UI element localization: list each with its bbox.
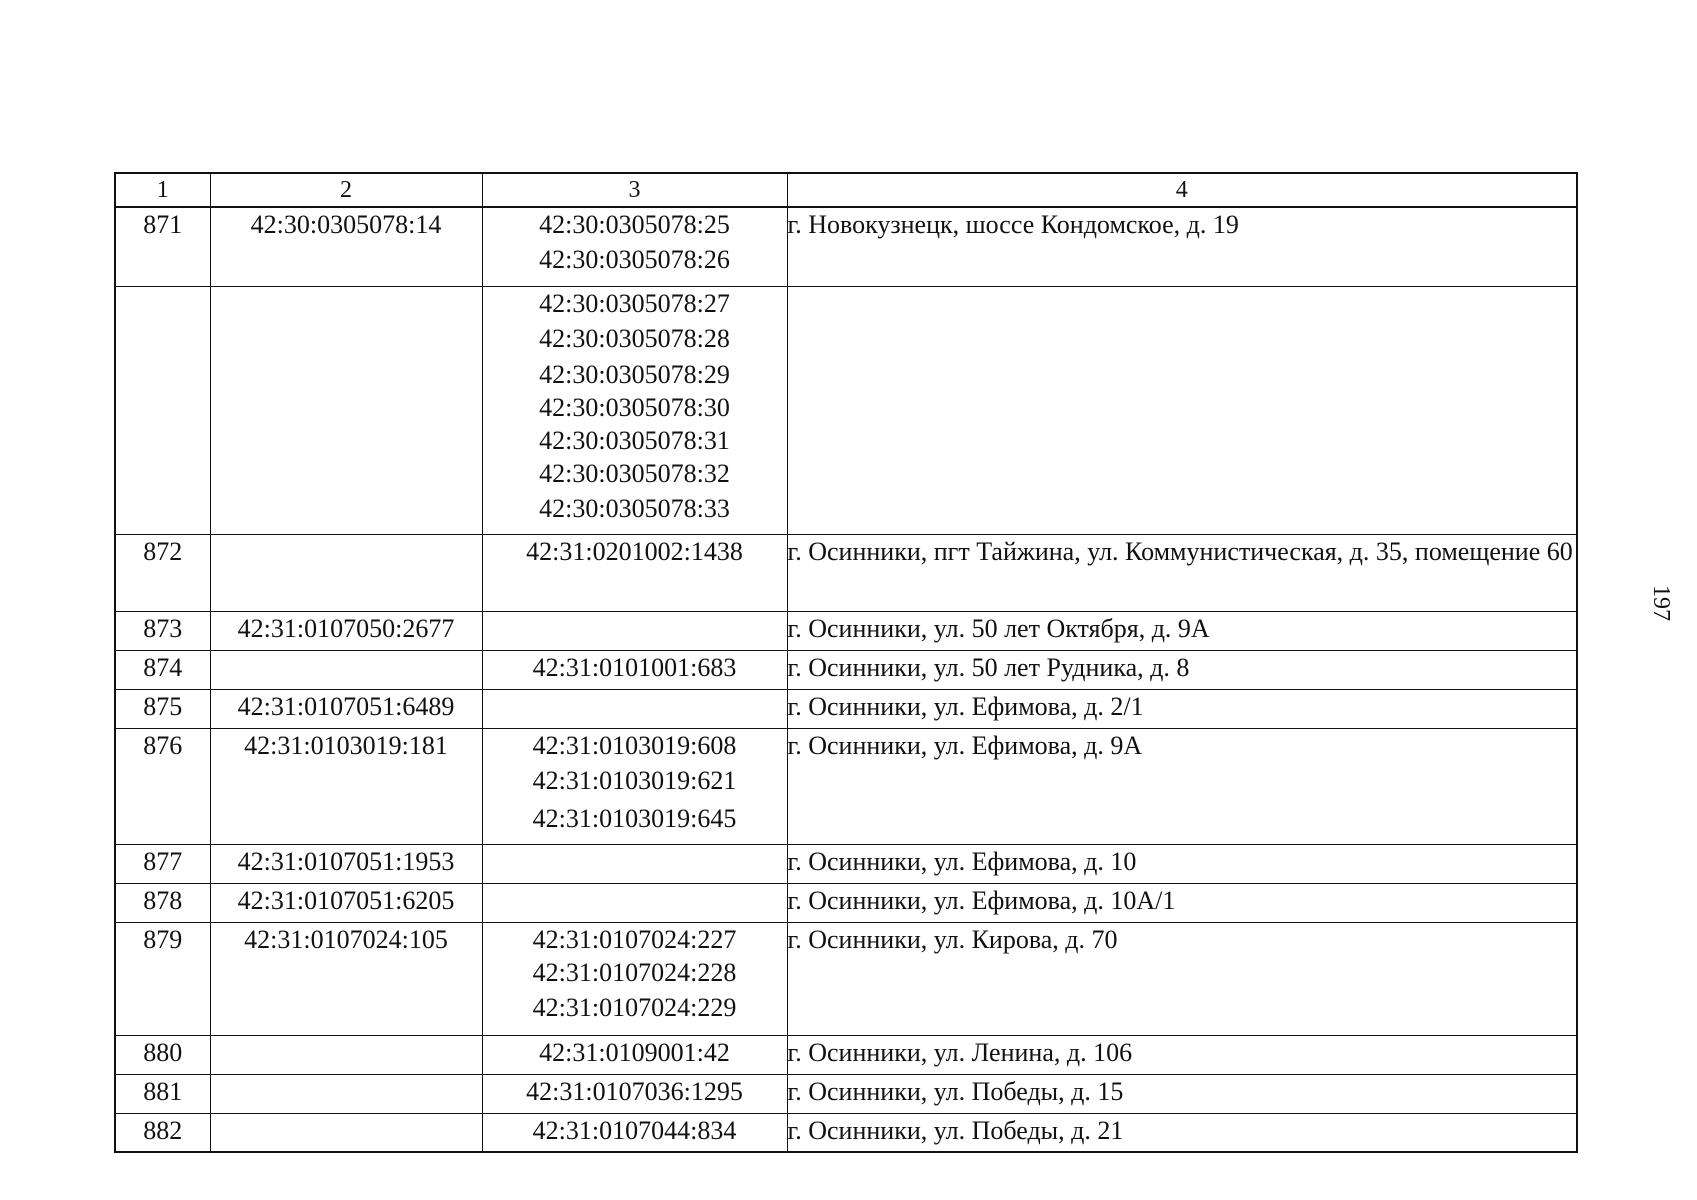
address: г. Осинники, ул. 50 лет Рудника, д. 8 [787, 650, 1577, 689]
address: г. Осинники, пгт Тайжина, ул. Коммунистическая, д. 35, помещение 60 [787, 534, 1577, 611]
linked-cadastral-number: 42:31:0103019:621 [532, 765, 737, 795]
linked-cadastral-numbers [482, 650, 787, 689]
row-number: 871 [115, 207, 210, 286]
table-row [115, 728, 1577, 844]
table-row [115, 611, 1577, 650]
page-number: 197 [1648, 585, 1674, 621]
table-row [115, 883, 1577, 922]
row-number: 873 [115, 611, 210, 650]
row-number: 881 [115, 1074, 210, 1113]
address: г. Осинники, ул. Ефимова, д. 10А/1 [787, 883, 1577, 922]
linked-cadastral-number: 42:30:0305078:29 [539, 359, 730, 389]
cadastral-number: 42:30:0305078:14 [210, 207, 482, 286]
linked-cadastral-numbers [482, 286, 787, 534]
address: г. Осинники, ул. Кирова, д. 70 [787, 922, 1577, 1035]
cadastral-number: 42:31:0107050:2677 [210, 611, 482, 650]
address: г. Осинники, ул. 50 лет Октября, д. 9А [787, 611, 1577, 650]
table-row [115, 1074, 1577, 1113]
row-number: 875 [115, 689, 210, 728]
cadastral-number: 42:31:0107051:6489 [210, 689, 482, 728]
linked-cadastral-number: 42:30:0305078:33 [539, 493, 730, 523]
linked-cadastral-number: 42:31:0107024:229 [532, 992, 737, 1022]
linked-cadastral-numbers [482, 728, 787, 844]
linked-cadastral-number: 42:31:0101001:683 [532, 652, 737, 682]
linked-cadastral-numbers [482, 844, 787, 883]
table-row [115, 1113, 1577, 1152]
linked-cadastral-numbers [482, 1113, 787, 1152]
linked-cadastral-number: 42:30:0305078:28 [539, 323, 730, 353]
cadastral-number [210, 1113, 482, 1152]
cadastral-number [210, 1074, 482, 1113]
linked-cadastral-number: 42:31:0201002:1438 [526, 536, 743, 566]
table-row [115, 650, 1577, 689]
table-row [115, 844, 1577, 883]
address: г. Осинники, ул. Ефимова, д. 9А [787, 728, 1577, 844]
row-number [115, 286, 210, 534]
column-header-3: 3 [482, 173, 787, 207]
linked-cadastral-number: 42:30:0305078:27 [539, 288, 730, 318]
address: г. Осинники, ул. Победы, д. 21 [787, 1113, 1577, 1152]
linked-cadastral-numbers [482, 534, 787, 611]
linked-cadastral-number: 42:31:0107044:834 [532, 1115, 737, 1145]
table-row [115, 922, 1577, 1035]
cadastral-number [210, 534, 482, 611]
linked-cadastral-numbers [482, 207, 787, 286]
linked-cadastral-number: 42:31:0107024:227 [532, 924, 737, 954]
table-row [115, 1035, 1577, 1074]
linked-cadastral-number: 42:30:0305078:32 [539, 458, 730, 488]
row-number: 877 [115, 844, 210, 883]
row-number: 872 [115, 534, 210, 611]
linked-cadastral-number: 42:30:0305078:31 [539, 425, 730, 455]
table-row [115, 207, 1577, 286]
linked-cadastral-numbers [482, 689, 787, 728]
address: г. Осинники, ул. Ленина, д. 106 [787, 1035, 1577, 1074]
header-row [115, 173, 1577, 207]
row-number: 876 [115, 728, 210, 844]
address: г. Осинники, ул. Победы, д. 15 [787, 1074, 1577, 1113]
cadastral-number [210, 286, 482, 534]
linked-cadastral-number: 42:30:0305078:26 [539, 245, 730, 274]
row-number: 874 [115, 650, 210, 689]
address: г. Новокузнецк, шоссе Кондомское, д. 19 [787, 207, 1577, 286]
linked-cadastral-numbers [482, 883, 787, 922]
linked-cadastral-number: 42:31:0103019:608 [532, 730, 737, 760]
address: г. Осинники, ул. Ефимова, д. 10 [787, 844, 1577, 883]
table-row [115, 286, 1577, 534]
table-row [115, 689, 1577, 728]
linked-cadastral-number: 42:31:0107036:1295 [526, 1076, 743, 1106]
column-header-1: 1 [115, 173, 210, 207]
linked-cadastral-numbers [482, 1074, 787, 1113]
address [787, 286, 1577, 534]
cadastral-number [210, 1035, 482, 1074]
column-header-4: 4 [787, 173, 1577, 207]
cadastral-number: 42:31:0107051:1953 [210, 844, 482, 883]
address: г. Осинники, ул. Ефимова, д. 2/1 [787, 689, 1577, 728]
linked-cadastral-number: 42:30:0305078:25 [539, 210, 730, 239]
registry-table [114, 172, 1578, 1153]
linked-cadastral-number: 42:31:0103019:645 [532, 803, 737, 833]
linked-cadastral-number: 42:30:0305078:30 [539, 392, 730, 422]
linked-cadastral-number: 42:31:0109001:42 [539, 1037, 730, 1067]
linked-cadastral-numbers [482, 1035, 787, 1074]
row-number: 878 [115, 883, 210, 922]
linked-cadastral-numbers [482, 611, 787, 650]
row-number: 880 [115, 1035, 210, 1074]
linked-cadastral-number: 42:31:0107024:228 [532, 957, 737, 987]
cadastral-number: 42:31:0103019:181 [210, 728, 482, 844]
linked-cadastral-numbers [482, 922, 787, 1035]
table-row [115, 534, 1577, 611]
cadastral-number: 42:31:0107051:6205 [210, 883, 482, 922]
cadastral-number: 42:31:0107024:105 [210, 922, 482, 1035]
row-number: 882 [115, 1113, 210, 1152]
column-header-2: 2 [210, 173, 482, 207]
cadastral-number [210, 650, 482, 689]
row-number: 879 [115, 922, 210, 1035]
